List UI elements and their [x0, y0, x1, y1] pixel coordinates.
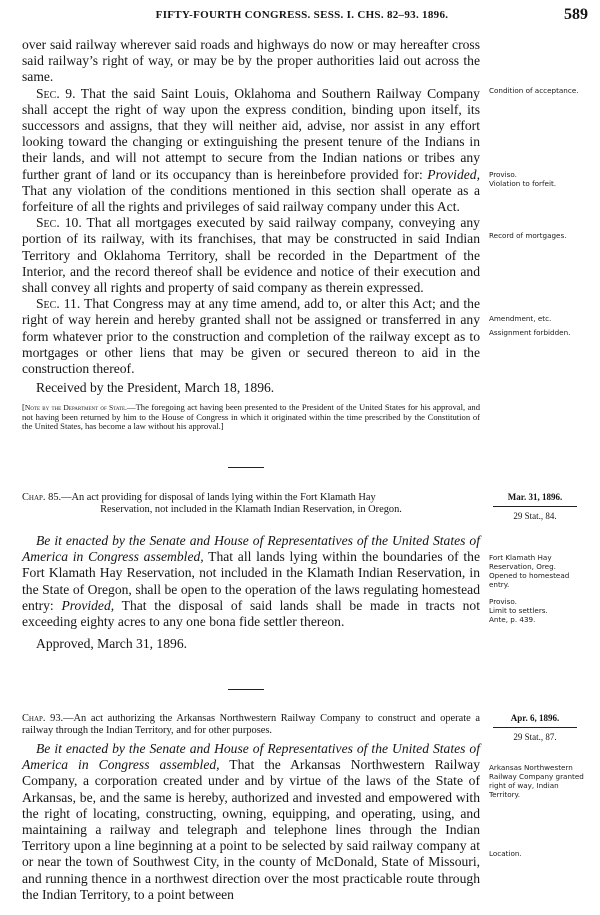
received-line: Received by the President, March 18, 1896. — [36, 380, 275, 396]
running-head-title: FIFTY-FOURTH CONGRESS. SESS. I. CHS. 82–93. 1896. — [155, 9, 449, 21]
margin-note-proviso-settlers: Proviso. Limit to settlers. Ante, p. 439. — [489, 597, 548, 624]
margin-note-condition: Condition of acceptance. — [489, 86, 579, 95]
proviso-word: Provided, — [61, 597, 115, 613]
chapter-label: Chap. 93. — [22, 713, 64, 724]
running-head — [22, 6, 588, 25]
proviso-word: Provided, — [427, 166, 480, 182]
section-10: Sec. 10. That all mortgages executed by said railway company, conveying any portion of its railway, with its franchises, that may be constructed in said Indian Territory and Oklahoma Territory, shall be recorded in the Department of the Interior, and the record thereof shall be evidence and notice of their execution and shall convey all rights and property of said company as therein expressed. — [22, 215, 480, 296]
act-date: Mar. 31, 1896. — [507, 492, 563, 502]
statute-reference: 29 Stat., 84. — [513, 511, 557, 521]
statute-reference: 29 Stat., 87. — [513, 732, 557, 742]
date-rule — [493, 727, 577, 728]
act-date: Apr. 6, 1896. — [510, 713, 560, 723]
section-label: Sec. 11. — [36, 296, 81, 312]
margin-note-amendment: Amendment, etc. — [489, 314, 552, 323]
state-department-note: [Note by the Department of State.—The foregoing act having been presented to the President of the United States for his approval, and not having been returned by him to the House of Congress in which it originated within the time prescribed by the Constitution of the United States, has become a law without his approval.] — [22, 402, 480, 432]
enacting-clause: Be it enacted by the Senate and House of Representatives of the United States of America in Congress assembled, — [22, 741, 480, 773]
section-9: Sec. 9. That the said Saint Louis, Oklahoma and Southern Railway Company shall accept the right of way upon the express condition, binding upon itself, its successors and assigns, that they will neither aid, advise, nor assist in any effort looking toward the changing or extinguishing the present tenure of the Indians in their lands, and will not attempt to secure from the Indian nations or tribes any further grant of land or its occupancy than is hereinbefore provided for: Provided, That any violation of the conditions mentioned in this section shall operate as a forfeiture of all the rights and privileges of said railway company under this Act. — [22, 85, 480, 215]
section-label: Sec. 10. — [36, 215, 82, 231]
margin-note-record: Record of mortgages. — [489, 231, 567, 240]
margin-note-location: Location. — [489, 849, 522, 858]
date-rule — [493, 506, 577, 507]
act-continuation-text — [22, 37, 480, 396]
chapter-85-enactment: Be it enacted by the Senate and House of Representatives of the United States of America in Congress assembled, That all lands lying within the boundaries of the Fort Klamath Hay Reservation, not included in the Klamath Indian Reservation, in the State of Oregon, shall be open to the operation of the laws regulating homestead entry: Provided, That the disposal of said lands shall be made in tracts not exceeding eighty acres to any one bona fide settler thereon. — [22, 533, 480, 630]
section-11: Sec. 11. That Congress may at any time amend, add to, or alter this Act; and the right of way herein and hereby granted shall not be assigned or transferred in any form whatever prior to the construction and completion of the railway except as to mortgages or other liens that may be given or secured thereon to aid in the construction thereof. — [22, 296, 480, 377]
chapter-93-heading: Chap. 93.—An act authorizing the Arkansas Northwestern Railway Company to construct and operate a railway through the Indian Territory, and for other purposes. — [22, 713, 480, 736]
page-number: 589 — [564, 6, 588, 23]
margin-note-assignment: Assignment forbidden. — [489, 328, 571, 337]
chapter-85-heading: Chap. 85.—An act providing for disposal of lands lying within the Fort Klamath Hay Reservation, not included in the Klamath Indian Reservation, in Oregon. — [22, 492, 402, 515]
chapter-93-date-box — [485, 713, 585, 743]
margin-note-arkansas-railway: Arkansas Northwestern Railway Company granted right of way, Indian Territory. — [489, 763, 584, 799]
chapter-85-text — [22, 533, 480, 652]
margin-note-proviso: Proviso. Violation to forfeit. — [489, 170, 557, 188]
chapter-93-enactment: Be it enacted by the Senate and House of Representatives of the United States of America in Congress assembled, That the Arkansas Northwestern Railway Company, a corporation created under and by virtue of the laws of the State of Arkansas, be, and the same is hereby, authorized and invested and empowered with the right of locating, constructing, owning, equipping, and operating, using, and maintaining a railway and telegraph and telephone lines through the Indian Territory upon a line beginning at a point to be selected by said railway company at or near the town of Southwest City, in the county of McDonald, State of Missouri, and running thence in a northwest direction over the most practicable route through the Indian Territory, to a point between — [22, 741, 480, 902]
divider-rule — [228, 467, 264, 468]
approved-line: Approved, March 31, 1896. — [36, 636, 188, 652]
chapter-label: Chap. 85. — [22, 492, 62, 503]
note-label: Note by the Department of State. — [24, 403, 127, 412]
chapter-85-date-box — [485, 492, 585, 522]
chapter-93-text — [22, 741, 480, 903]
margin-note-fort-klamath: Fort Klamath Hay Reservation, Oreg. Opened to homestead entry. — [489, 553, 570, 589]
section-label: Sec. 9. — [36, 85, 76, 101]
opening-paragraph: over said railway wherever said roads and highways do now or may hereafter cross said railway’s right of way, or may be by the proper authorities laid out across the same. — [22, 37, 480, 85]
divider-rule — [228, 689, 264, 690]
enacting-clause: Be it enacted by the Senate and House of Representatives of the United States of America in Congress assembled, — [22, 533, 480, 565]
